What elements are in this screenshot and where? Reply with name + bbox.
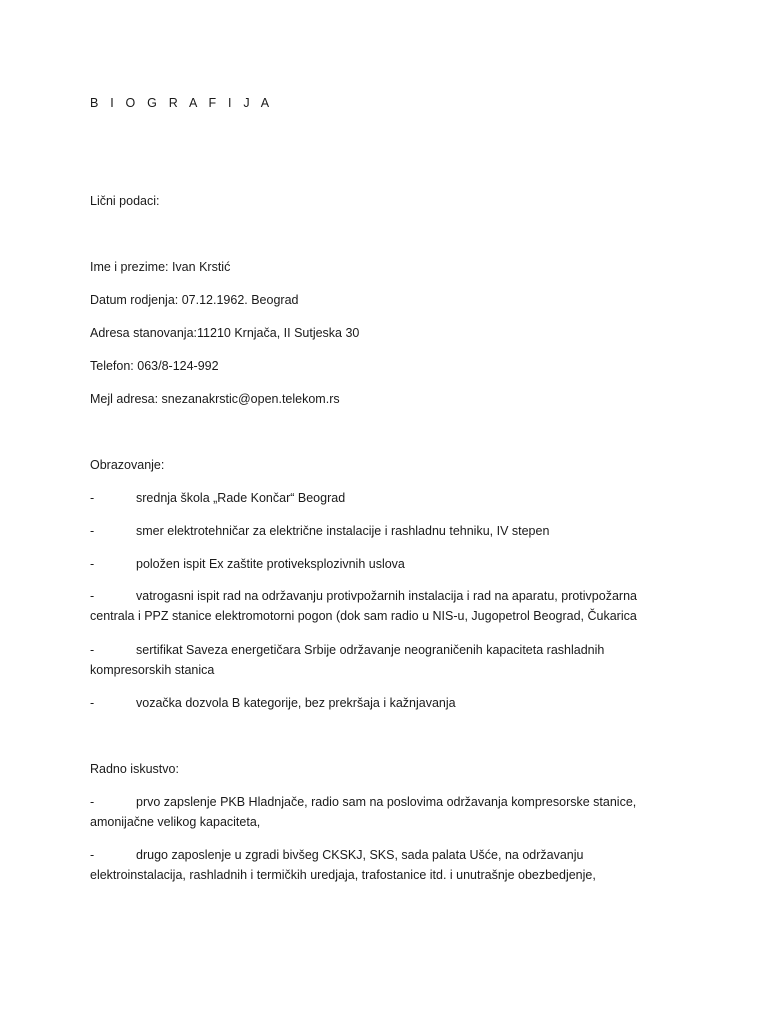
education-item-text: sertifikat Saveza energetičara Srbije održavanje neograničenih kapaciteta rashladnih kompresorskih stanica <box>90 643 605 677</box>
bullet-dash: - <box>90 795 95 809</box>
bullet-dash: - <box>90 696 95 710</box>
education-item <box>90 586 680 626</box>
education-item <box>90 488 680 508</box>
education-item <box>90 640 680 680</box>
education-item-text: položen ispit Ex zaštite protiveksplozivnih uslova <box>136 557 405 571</box>
personal-heading: Lični podaci: <box>90 194 160 208</box>
name-line: Ime i prezime: Ivan Krstić <box>90 260 231 274</box>
education-item-text: vatrogasni ispit rad na održavanju protivpožarnih instalacija i rad na aparatu, protivpožarna centrala i PPZ stanice elektromotorni pogon (dok sam radio u NIS-u, Jugopetrol Beograd, Čukarica <box>90 589 637 623</box>
address-line: Adresa stanovanja:11210 Krnjača, II Sutjeska 30 <box>90 326 360 340</box>
phone-line: Telefon: 063/8-124-992 <box>90 359 219 373</box>
experience-item <box>90 792 680 832</box>
bullet-dash: - <box>90 848 95 862</box>
education-heading: Obrazovanje: <box>90 458 165 472</box>
experience-heading: Radno iskustvo: <box>90 762 179 776</box>
education-item-text: smer elektrotehničar za električne instalacije i rashladnu tehniku, IV stepen <box>136 524 550 538</box>
bullet-dash: - <box>90 557 95 571</box>
experience-item-text: drugo zaposlenje u zgradi bivšeg CKSKJ, SKS, sada palata Ušće, na održavanju elektroinstalacija, rashladnih i termičkih uredjaja, trafostanice itd. i unutrašnje obezbedjenje, <box>90 848 596 882</box>
bullet-dash: - <box>90 491 95 505</box>
experience-item-text: prvo zapslenje PKB Hladnjače, radio sam na poslovima održavanja kompresorske stanice, amonijačne velikog kapaciteta, <box>90 795 637 829</box>
bullet-dash: - <box>90 643 95 657</box>
bullet-dash: - <box>90 524 95 538</box>
bullet-dash: - <box>90 589 95 603</box>
document-title: B I O G R A F I J A <box>90 96 274 110</box>
education-item <box>90 521 680 541</box>
experience-item <box>90 845 680 885</box>
birth-line: Datum rodjenja: 07.12.1962. Beograd <box>90 293 299 307</box>
education-item-text: srednja škola „Rade Končar“ Beograd <box>136 491 346 505</box>
education-item-text: vozačka dozvola B kategorije, bez prekršaja i kažnjavanja <box>136 696 456 710</box>
education-item <box>90 554 680 574</box>
email-line: Mejl adresa: snezanakrstic@open.telekom.rs <box>90 392 340 406</box>
education-item <box>90 693 680 713</box>
